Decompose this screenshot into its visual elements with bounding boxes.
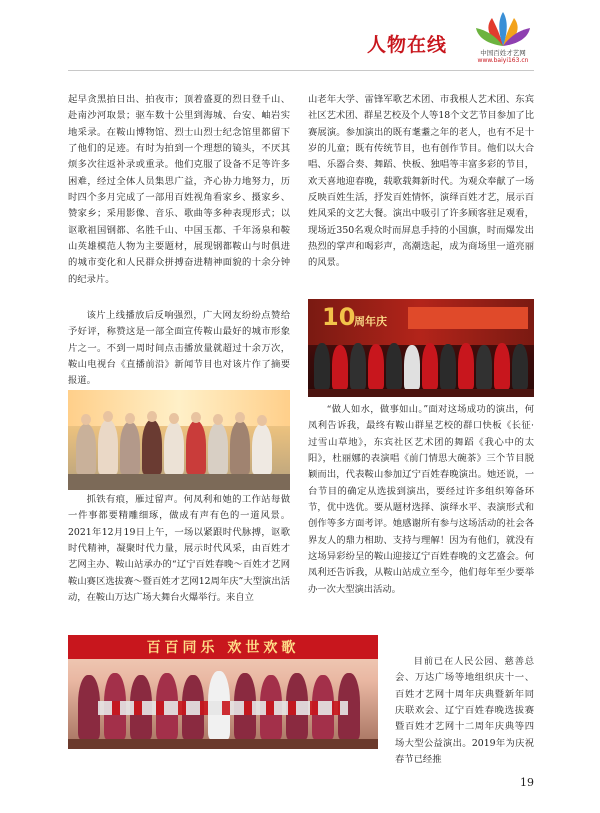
paragraph-gala-performers: 山老年大学、雷锋军歌艺术团、市我根人艺术团、东宾社区艺术团、群星艺校及个人等18个文艺节目参加了比赛展演。参加演出的既有耄耋之年的老人，也有不足十岁的儿童；既有传统节目，也有创作节目。他们以大合唱、乐器合奏、舞蹈、快板、独唱等丰富多彩的节目，欢天喜地迎春晚，载歌载舞新时代。为观众奉献了一场反映百姓生活，抒发百姓情怀，演绎百姓才艺，展示百姓风采的文艺大餐。演出中吸引了许多顾客驻足观看，现场近350名观众时而屏息手持的小国旗，时而爆发出热烈的掌声和喝彩声，高潮迭起，成为商场里一道亮丽的风景。 [308, 94, 534, 269]
header-divider [68, 70, 534, 71]
anniversary-banner-text: 周年庆 [354, 315, 387, 328]
photo-group-portrait [68, 390, 290, 490]
flower-logo-icon [468, 10, 538, 50]
page-number: 19 [520, 776, 534, 789]
photo-anniversary-stage [308, 299, 534, 397]
performance-banner-text: 百百同乐 欢世欢歌 [146, 640, 300, 656]
anniversary-number: 10 [322, 303, 356, 331]
paragraph-documentary-production: 起早贪黑拍日出、拍夜市；顶着盛夏的烈日登千山、赴南沙河取景；驱车数十公里到海城、台安、岫岩实地采录。在鞍山博物馆、烈士山烈士纪念馆里都留下了他们的足迹。有时为拍到一个理想的镜头，不厌其烦多次往返补录或重录。他们克服了设备不足等许多困难，经过全体人员集思广益，齐心协力地努力，历时四个多月完成了一部用百姓视角看家乡、摄家乡、赞家乡；采用影像、音乐、歌曲等多种表现形式；以讴歌祖国钢都、名胜千山、中国玉都、千年汤泉和鞍山英雄模范人物为主要题材，展现钢都鞍山与时俱进的城市变化和人民群众拼搏奋进精神面貌的十余分钟的纪录片。 [68, 94, 290, 285]
paragraph-public-performances: 目前已在人民公园、慈善总会、万达广场等地组织庆十一、百姓才艺网十周年庆典暨新年同庆联欢会、辽宁百姓春晚选拔赛暨百姓才艺网十二周年庆典等四场大型公益演出。2019年为庆祝春节已经推 [395, 656, 534, 766]
site-logo [468, 10, 538, 72]
logo-site-url: www.baiyi163.cn [477, 57, 529, 64]
logo-site-name: 中国百姓才艺网 [480, 49, 526, 57]
paragraph-selected-programs: “做人如水，做事如山。”面对这场成功的演出，何凤利告诉我，最终有鞍山群星艺校的群口快板《长征·过雪山草地》，东宾社区艺术团的舞蹈《我心中的太阳》，杜丽娜的表演唱《前门情思大碗茶》三个节目脱颖而出，代表鞍山参加辽宁百姓春晚演出。她还说，一台节目的确定从选拔到演出，要经过许多组织筹备环节，优中选优。要从题材选择、演绎水平、表演形式和创作等多方面考评。她感谢所有参与这场活动的社会各界友人的鼎力相助、支持与理解！因为有他们，就没有这场异彩纷呈的鞍山迎接辽宁百姓春晚的文艺盛会。何凤利还告诉我，从鞍山站成立至今，他们每年至少要举办一次大型演出活动。 [308, 404, 534, 595]
paragraph-gala-event: 抓铁有痕，雁过留声。何凤利和她的工作站每做一件事都要精雕细琢，做成有声有色的一道风景。2021年12月19日上午，一场以紧跟时代脉搏，讴歌时代精神，凝聚时代力量，展示时代风采，由百姓才艺网主办、鞍山站承办的“辽宁百姓春晚～百姓才艺网鞍山赛区选拔赛～暨百姓才艺网12周年庆”大型演出活动，在鞍山万达广场大舞台火爆举行。来自立 [68, 494, 290, 604]
photo-accordion-performance [68, 635, 378, 749]
section-title: 人物在线 [367, 34, 448, 56]
paragraph-documentary-response: 该片上线播放后反响强烈，广大网友纷纷点赞给予好评，称赞这是一部全面宣传鞍山最好的城市形象片之一。不到一周时间点击播放量就超过十余万次，鞍山电视台《直播前沿》新闻节目也对该片作了摘要报道。 [68, 310, 290, 387]
